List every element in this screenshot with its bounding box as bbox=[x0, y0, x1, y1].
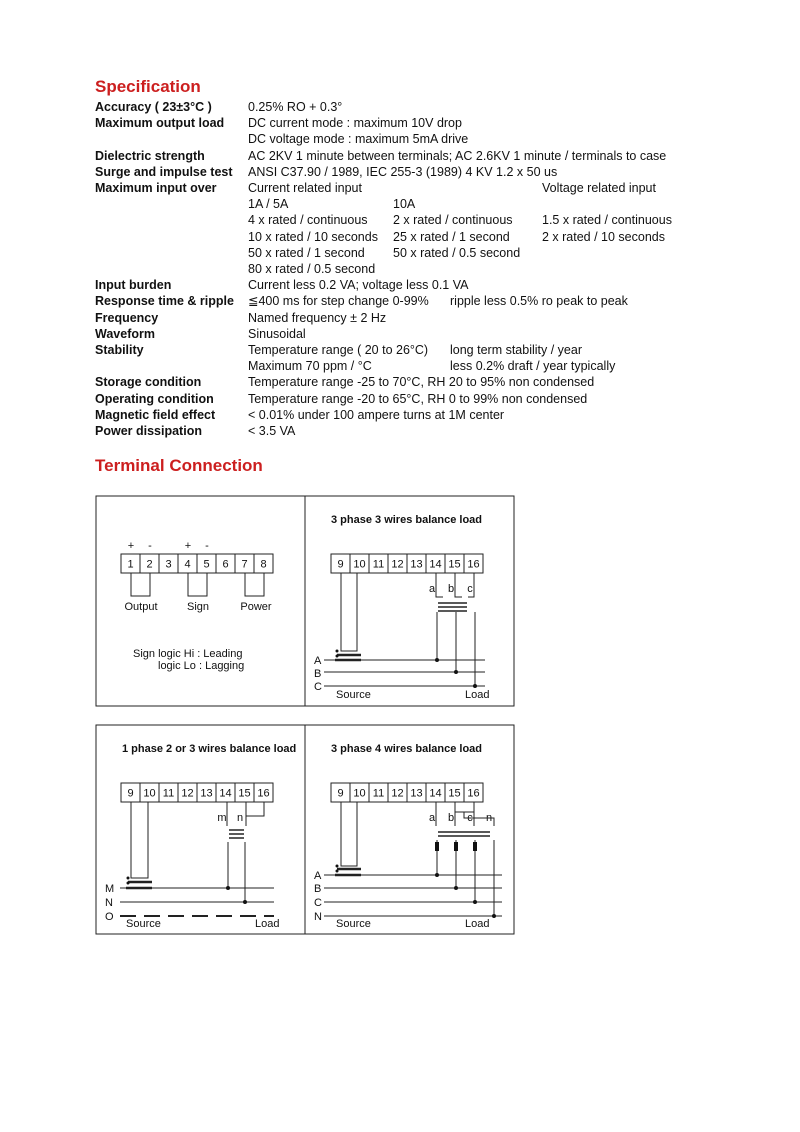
sign-label: Sign bbox=[186, 601, 210, 613]
terminal-number: 9 bbox=[337, 787, 344, 800]
load-label: Load bbox=[465, 918, 490, 930]
spec-value-text: < 3.5 VA bbox=[248, 423, 296, 438]
spec-value-text: ≦400 ms for step change 0-99% bbox=[248, 294, 429, 309]
terminal-box bbox=[216, 554, 235, 573]
terminal-number: 11 bbox=[372, 558, 385, 571]
terminal-connection-heading: Terminal Connection bbox=[95, 456, 263, 475]
spec-value bbox=[248, 180, 678, 196]
spec-value bbox=[248, 164, 678, 180]
minus-sign: - bbox=[205, 540, 209, 552]
bottom-diagram-box bbox=[96, 725, 514, 934]
spec-row bbox=[95, 196, 678, 212]
spec-label: Response time & ripple bbox=[95, 294, 234, 309]
spec-label bbox=[95, 212, 248, 228]
terminal-box bbox=[121, 783, 140, 802]
terminal-box bbox=[445, 554, 464, 573]
terminal-number: 12 bbox=[391, 558, 404, 571]
line-label-m: M bbox=[105, 883, 115, 895]
spec-label bbox=[95, 131, 248, 147]
spec-row bbox=[95, 261, 678, 277]
spec-value bbox=[248, 148, 678, 164]
output-label: Output bbox=[124, 601, 158, 613]
spec-row bbox=[95, 374, 678, 390]
terminal-box bbox=[178, 783, 197, 802]
terminal-box bbox=[388, 783, 407, 802]
spec-value bbox=[248, 261, 678, 277]
spec-value-text: 1.5 x rated / continuous bbox=[542, 213, 672, 228]
source-label: Source bbox=[336, 918, 371, 930]
terminal-box bbox=[350, 783, 369, 802]
spec-row bbox=[95, 293, 678, 309]
spec-label bbox=[95, 358, 248, 374]
spec-value bbox=[248, 374, 678, 390]
spec-label: Operating condition bbox=[95, 391, 214, 406]
spec-value-text: Maximum 70 ppm / °C bbox=[248, 359, 372, 374]
spec-value-text: Current less 0.2 VA; voltage less 0.1 VA bbox=[248, 278, 469, 293]
spec-value bbox=[248, 115, 678, 131]
spec-value-text: Named frequency ± 2 Hz bbox=[248, 310, 387, 325]
spec-row bbox=[95, 148, 678, 164]
terminal-number: 15 bbox=[448, 558, 461, 571]
terminal-box bbox=[369, 554, 388, 573]
panel-title: 1 phase 2 or 3 wires balance load bbox=[122, 743, 297, 755]
spec-value bbox=[248, 391, 678, 407]
terminal-box bbox=[407, 783, 426, 802]
terminal-number: 12 bbox=[391, 787, 404, 800]
ct-label-n: n bbox=[236, 812, 244, 824]
spec-value bbox=[248, 196, 678, 212]
terminal-number: 5 bbox=[203, 558, 210, 571]
spec-value bbox=[248, 229, 678, 245]
spec-value-text: 50 x rated / 0.5 second bbox=[393, 245, 521, 260]
spec-label bbox=[95, 261, 248, 277]
ct-label-m: m bbox=[217, 812, 227, 824]
terminal-number: 9 bbox=[127, 787, 134, 800]
spec-value-text: Temperature range -20 to 65°C, RH 0 to 99% non condensed bbox=[248, 391, 588, 406]
terminal-box bbox=[350, 554, 369, 573]
terminal-box bbox=[254, 783, 273, 802]
spec-value-text: 4 x rated / continuous bbox=[248, 213, 368, 228]
terminal-box bbox=[235, 554, 254, 573]
spec-row bbox=[95, 277, 678, 293]
line-label-c: C bbox=[314, 681, 322, 693]
spec-value-text: less 0.2% draft / year typically bbox=[450, 359, 616, 374]
terminal-number: 1 bbox=[127, 558, 134, 571]
panel-1-phase-wires bbox=[105, 743, 296, 930]
spec-row bbox=[95, 326, 678, 342]
terminal-box bbox=[254, 554, 273, 573]
line-label-c: C bbox=[314, 897, 322, 909]
top-diagram-box bbox=[96, 496, 514, 706]
spec-row bbox=[95, 131, 678, 147]
spec-row bbox=[95, 164, 678, 180]
spec-value bbox=[248, 326, 678, 342]
terminal-box bbox=[140, 554, 159, 573]
spec-label: Power dissipation bbox=[95, 423, 202, 438]
panel-3-phase-3-wires bbox=[314, 514, 489, 701]
spec-label bbox=[95, 245, 248, 261]
terminal-box bbox=[426, 783, 445, 802]
specification-heading: Specification bbox=[95, 77, 201, 96]
terminal-box bbox=[197, 554, 216, 573]
spec-row bbox=[95, 358, 678, 374]
spec-value-text: ANSI C37.90 / 1989, IEC 255-3 (1989) 4 KV 1.2 x 50 us bbox=[248, 164, 558, 179]
terminal-box bbox=[369, 783, 388, 802]
line-label-b: B bbox=[314, 668, 322, 680]
line-label-n: N bbox=[314, 911, 322, 923]
line-label-b: B bbox=[314, 883, 322, 895]
spec-label: Dielectric strength bbox=[95, 148, 205, 163]
spec-value-text: 80 x rated / 0.5 second bbox=[248, 261, 376, 276]
terminal-box bbox=[445, 783, 464, 802]
spec-row bbox=[95, 407, 678, 423]
spec-value-text: ripple less 0.5% ro peak to peak bbox=[450, 294, 628, 309]
spec-value bbox=[248, 212, 678, 228]
terminal-number: 14 bbox=[429, 787, 442, 800]
spec-row bbox=[95, 310, 678, 326]
ct-label-a: a bbox=[428, 583, 436, 595]
spec-value bbox=[248, 99, 678, 115]
spec-label: Maximum output load bbox=[95, 116, 225, 131]
panel-output-sign-power bbox=[121, 540, 273, 672]
spec-row bbox=[95, 115, 678, 131]
terminal-box bbox=[178, 554, 197, 573]
terminal-box bbox=[159, 783, 178, 802]
line-label-n: N bbox=[105, 897, 113, 909]
spec-row bbox=[95, 391, 678, 407]
spec-label: Magnetic field effect bbox=[95, 407, 216, 422]
terminal-number: 7 bbox=[241, 558, 248, 571]
spec-value-text: 50 x rated / 1 second bbox=[248, 245, 365, 260]
terminal-box bbox=[121, 554, 140, 573]
ct-label-a: a bbox=[428, 812, 436, 824]
terminal-number: 16 bbox=[257, 787, 270, 800]
terminal-number: 15 bbox=[448, 787, 461, 800]
spec-value-text: 10 x rated / 10 seconds bbox=[248, 229, 378, 244]
spec-value bbox=[248, 310, 678, 326]
terminal-number: 12 bbox=[181, 787, 194, 800]
spec-value-text: Current related input bbox=[248, 181, 362, 195]
spec-row bbox=[95, 342, 678, 358]
spec-label: Waveform bbox=[95, 326, 155, 341]
terminal-number: 13 bbox=[200, 787, 213, 800]
line-label-a: A bbox=[314, 655, 322, 667]
terminal-box bbox=[464, 783, 483, 802]
terminal-number: 4 bbox=[184, 558, 191, 571]
spec-value-text: AC 2KV 1 minute between terminals; AC 2.6KV 1 minute / terminals to case bbox=[248, 148, 667, 163]
spec-value-text: 25 x rated / 1 second bbox=[393, 229, 510, 244]
terminal-number: 16 bbox=[467, 558, 480, 571]
terminal-box bbox=[235, 783, 254, 802]
spec-value bbox=[248, 342, 678, 358]
spec-value-text: Sinusoidal bbox=[248, 326, 306, 341]
terminal-box bbox=[159, 554, 178, 573]
spec-value-text: long term stability / year bbox=[450, 342, 582, 357]
terminal-number: 14 bbox=[429, 558, 442, 571]
terminal-box bbox=[464, 554, 483, 573]
load-label: Load bbox=[255, 918, 280, 930]
terminal-number: 6 bbox=[222, 558, 229, 571]
spec-label: Frequency bbox=[95, 310, 159, 325]
spec-row bbox=[95, 99, 678, 115]
ct-label-b: b bbox=[447, 812, 455, 824]
terminal-number: 13 bbox=[410, 787, 423, 800]
sign-logic-lo-text: logic Lo : Lagging bbox=[158, 660, 245, 672]
spec-value-text: 10A bbox=[393, 197, 416, 212]
sign-logic-hi-text: Sign logic Hi : Leading bbox=[133, 648, 243, 660]
plus-sign: + bbox=[184, 540, 192, 552]
terminal-number: 16 bbox=[467, 787, 480, 800]
spec-value bbox=[248, 277, 678, 293]
specification-table bbox=[95, 99, 678, 439]
ct-label-b: b bbox=[447, 583, 455, 595]
spec-label bbox=[95, 196, 248, 212]
terminal-number: 11 bbox=[372, 787, 385, 800]
spec-value bbox=[248, 407, 678, 423]
terminal-number: 10 bbox=[353, 558, 366, 571]
panel-3-phase-4-wires bbox=[314, 743, 502, 930]
ct-label-c: c bbox=[467, 812, 473, 824]
terminal-number: 2 bbox=[146, 558, 153, 571]
spec-value-text: DC voltage mode : maximum 5mA drive bbox=[248, 132, 469, 147]
spec-label: Surge and impulse test bbox=[95, 164, 233, 179]
spec-label: Accuracy ( 23±3°C ) bbox=[95, 100, 212, 114]
terminal-number: 8 bbox=[260, 558, 267, 571]
spec-label bbox=[95, 229, 248, 245]
spec-row bbox=[95, 245, 678, 261]
spec-value-text: 2 x rated / 10 seconds bbox=[542, 229, 665, 244]
terminal-number: 15 bbox=[238, 787, 251, 800]
terminal-box bbox=[388, 554, 407, 573]
spec-value bbox=[248, 245, 678, 261]
spec-value-text: 0.25% RO + 0.3° bbox=[248, 100, 343, 114]
terminal-number: 3 bbox=[165, 558, 172, 571]
source-label: Source bbox=[336, 689, 371, 701]
panel-title: 3 phase 4 wires balance load bbox=[331, 743, 483, 755]
spec-value-text: DC current mode : maximum 10V drop bbox=[248, 116, 462, 131]
spec-value-text: 2 x rated / continuous bbox=[393, 213, 513, 228]
load-label: Load bbox=[465, 689, 490, 701]
spec-value bbox=[248, 293, 678, 309]
line-label-a: A bbox=[314, 870, 322, 882]
line-label-o: O bbox=[105, 911, 114, 923]
spec-row bbox=[95, 423, 678, 439]
plus-sign: + bbox=[127, 540, 135, 552]
spec-value bbox=[248, 358, 678, 374]
terminal-number: 14 bbox=[219, 787, 232, 800]
spec-row bbox=[95, 212, 678, 228]
terminal-box bbox=[216, 783, 235, 802]
terminal-box bbox=[331, 554, 350, 573]
spec-label: Input burden bbox=[95, 278, 172, 293]
spec-row bbox=[95, 180, 678, 196]
spec-value-text: < 0.01% under 100 ampere turns at 1M center bbox=[248, 407, 505, 422]
terminal-box bbox=[331, 783, 350, 802]
terminal-number: 11 bbox=[162, 787, 175, 800]
terminal-number: 10 bbox=[353, 787, 366, 800]
spec-value-text: Temperature range ( 20 to 26°C) bbox=[248, 342, 429, 357]
panel-title: 3 phase 3 wires balance load bbox=[331, 514, 483, 526]
terminal-box bbox=[407, 554, 426, 573]
terminal-box bbox=[140, 783, 159, 802]
power-label: Power bbox=[240, 601, 272, 613]
spec-value-text: 1A / 5A bbox=[248, 197, 289, 212]
spec-value bbox=[248, 131, 678, 147]
spec-label: Stability bbox=[95, 342, 144, 357]
spec-value-text: Temperature range -25 to 70°C, RH 20 to 95% non condensed bbox=[248, 375, 595, 390]
terminal-number: 9 bbox=[337, 558, 344, 571]
spec-label: Storage condition bbox=[95, 375, 202, 390]
terminal-box bbox=[197, 783, 216, 802]
spec-row bbox=[95, 229, 678, 245]
terminal-box bbox=[426, 554, 445, 573]
spec-value-text: Voltage related input bbox=[542, 181, 656, 195]
minus-sign: - bbox=[148, 540, 152, 552]
ct-label-c: c bbox=[467, 583, 473, 595]
terminal-number: 10 bbox=[143, 787, 156, 800]
ct-label-n: n bbox=[485, 812, 493, 824]
spec-value bbox=[248, 423, 678, 439]
spec-label: Maximum input over bbox=[95, 181, 217, 195]
terminal-number: 13 bbox=[410, 558, 423, 571]
source-label: Source bbox=[126, 918, 161, 930]
